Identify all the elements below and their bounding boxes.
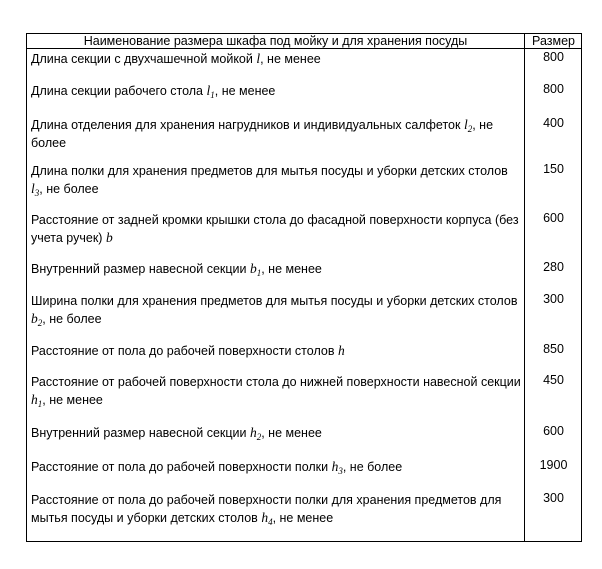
header-size-column: Размер: [532, 34, 575, 48]
row-name: Длина полки для хранения предметов для мытья посуды и уборки детских столов $l_3$, не более: [31, 164, 508, 198]
symbol: $h_3$: [331, 459, 343, 476]
row-value: 800: [543, 82, 564, 96]
row-name: Длина секции рабочего стола $l_1$, не менее: [31, 83, 276, 100]
row-name: Ширина полки для хранения предметов для мытья посуды и уборки детских столов $b_2$, не более: [31, 294, 518, 328]
row-value: 850: [543, 342, 564, 356]
row-value: 600: [543, 424, 564, 438]
row-value: 300: [543, 491, 564, 505]
row-name: Внутренний размер навесной секции $h_2$, не менее: [31, 425, 322, 442]
row-value: 1900: [539, 458, 568, 472]
header-name-column: Наименование размера шкафа под мойку и для хранения посуды: [83, 34, 468, 48]
row-value: 400: [543, 116, 564, 130]
symbol: $b_2$: [31, 311, 43, 328]
symbol: h: [337, 343, 345, 358]
table-header: [27, 34, 581, 49]
symbol: $b_1$: [249, 261, 262, 278]
row-name: Внутренний размер навесной секции $b_1$, не менее: [31, 261, 322, 278]
symbol: l: [256, 51, 261, 66]
row-value: 150: [543, 162, 564, 176]
symbol: $h_1$: [31, 392, 43, 409]
symbol: $h_2$: [249, 425, 262, 442]
row-name: Расстояние от задней кромки крышки стола до фасадной поверхности корпуса (без учета ручек) b: [31, 213, 519, 245]
row-name: Расстояние от рабочей поверхности стола до нижней поверхности навесной секции $h_1$, не менее: [31, 375, 521, 409]
symbol: $l_3$: [31, 181, 40, 198]
row-name: Расстояние от пола до рабочей поверхности столов h: [31, 343, 345, 358]
row-name: Длина секции с двухчашечной мойкой l, не менее: [31, 51, 321, 66]
dimensions-table: [26, 33, 582, 542]
row-value: 300: [543, 292, 564, 306]
symbol: $l_2$: [463, 117, 473, 134]
symbol: b: [105, 230, 113, 245]
row-name: Длина отделения для хранения нагрудников и индивидуальных салфеток $l_2$, не более: [31, 117, 494, 150]
row-value: 450: [543, 373, 564, 387]
row-name: Расстояние от пола до рабочей поверхности полки для хранения предметов для мытья посуды и уборки детских столов $h_4$, не менее: [31, 493, 502, 527]
row-name: Расстояние от пола до рабочей поверхности полки $h_3$, не более: [31, 459, 403, 476]
row-value: 280: [543, 260, 564, 274]
symbol: $l_1$: [206, 83, 215, 100]
row-value: 800: [543, 50, 564, 64]
symbol: $h_4$: [261, 510, 273, 527]
row-value: 600: [543, 211, 564, 225]
